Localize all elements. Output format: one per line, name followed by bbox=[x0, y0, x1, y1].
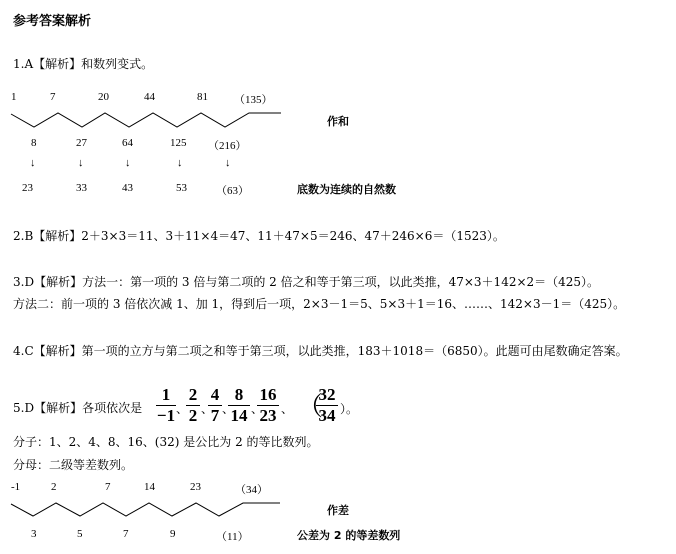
fraction-numerator: 32 bbox=[318, 385, 336, 404]
q5-diff-term: 9 bbox=[170, 528, 176, 540]
q5-separator: 、 bbox=[176, 402, 189, 416]
q3-line1: 3.D【解析】方法一：第一项的 3 倍与第二项的 2 倍之和等于第三项，以此类推，47×3＋142×2＝（425）。 bbox=[13, 275, 600, 289]
q1-top-term: 20 bbox=[98, 91, 109, 103]
q5-answer-close-paren: ）。 bbox=[340, 402, 359, 416]
q1-sum-term: （216） bbox=[208, 140, 247, 152]
q5-top-term: -1 bbox=[11, 481, 21, 493]
q1-heading: 1.A【解析】和数列变式。 bbox=[13, 57, 154, 71]
q1-top-term: 44 bbox=[144, 91, 155, 103]
q1-root-term: （63） bbox=[216, 185, 249, 197]
fraction-denominator: 23 bbox=[259, 406, 277, 425]
q5-top-term: 23 bbox=[190, 481, 201, 493]
q1-top-term: 81 bbox=[197, 91, 208, 103]
q5-separator: 、 bbox=[281, 402, 294, 416]
q5-prefix: 5.D【解析】各项依次是 bbox=[13, 401, 143, 415]
down-arrow-icon: ↓ bbox=[78, 157, 84, 169]
fraction-denominator: 34 bbox=[318, 406, 336, 425]
fraction-numerator: 1 bbox=[161, 385, 171, 404]
fraction-numerator: 2 bbox=[188, 385, 198, 404]
down-arrow-icon: ↓ bbox=[30, 157, 36, 169]
q4-text: 4.C【解析】第一项的立方与第二项之和等于第三项，以此类推，183＋1018＝（6850）。此题可由尾数确定答案。 bbox=[13, 344, 628, 358]
q1-sum-term: 125 bbox=[170, 137, 187, 149]
q1-root-term: 33 bbox=[76, 182, 87, 194]
down-arrow-icon: ↓ bbox=[225, 157, 231, 169]
q5-top-term: 7 bbox=[105, 481, 111, 493]
q5-note-diff: 作差 bbox=[327, 504, 349, 517]
q5-diff-term: 3 bbox=[31, 528, 37, 540]
q5-top-term: 14 bbox=[144, 481, 155, 493]
fraction-numerator: 16 bbox=[259, 385, 277, 404]
q5-separator: 、 bbox=[201, 402, 214, 416]
q5-answer-open-paren: （ bbox=[297, 392, 324, 421]
page-title: 参考答案解析 bbox=[13, 14, 92, 29]
fraction-numerator: 8 bbox=[234, 385, 244, 404]
q1-note-sum: 作和 bbox=[327, 115, 349, 128]
q5-numerator-line: 分子：1、2、4、8、16、(32) 是公比为 2 的等比数列。 bbox=[13, 435, 319, 449]
q1-root-term: 53 bbox=[176, 182, 187, 194]
fraction-denominator: 2 bbox=[188, 406, 198, 425]
q1-note-roots: 底数为连续的自然数 bbox=[297, 183, 396, 196]
fraction-denominator: 7 bbox=[210, 406, 220, 425]
q1-root-term: 43 bbox=[122, 182, 133, 194]
fraction-numerator: 4 bbox=[210, 385, 220, 404]
q5-diff-term: （11） bbox=[216, 531, 249, 543]
q5-separator: 、 bbox=[222, 402, 235, 416]
q1-top-term: （135） bbox=[234, 94, 273, 106]
q1-top-term: 1 bbox=[11, 91, 17, 103]
q1-sum-term: 64 bbox=[122, 137, 133, 149]
down-arrow-icon: ↓ bbox=[177, 157, 183, 169]
q5-diff-term: 5 bbox=[77, 528, 83, 540]
q2-text: 2.B【解析】2＋3×3＝11、3＋11×4＝47、11＋47×5＝246、47＋246×6＝（1523）。 bbox=[13, 229, 505, 243]
q5-separator: 、 bbox=[251, 402, 264, 416]
q5-note-diffs: 公差为 2 的等差数列 bbox=[297, 529, 401, 542]
q1-sum-term: 27 bbox=[76, 137, 87, 149]
q1-top-term: 7 bbox=[50, 91, 56, 103]
down-arrow-icon: ↓ bbox=[125, 157, 131, 169]
q1-sum-term: 8 bbox=[31, 137, 37, 149]
q5-top-term: 2 bbox=[51, 481, 57, 493]
q5-top-term: （34） bbox=[235, 484, 268, 496]
q3-line2: 方法二：前一项的 3 倍依次减 1、加 1，得到后一项，2×3－1＝5、5×3＋1＝16、……、142×3－1＝（425）。 bbox=[13, 297, 626, 311]
fraction-denominator: 14 bbox=[230, 406, 248, 425]
q5-diff-term: 7 bbox=[123, 528, 129, 540]
q5-denominator-line: 分母：二级等差数列。 bbox=[13, 458, 134, 472]
fraction-denominator: −1 bbox=[156, 406, 176, 425]
q1-root-term: 23 bbox=[22, 182, 33, 194]
